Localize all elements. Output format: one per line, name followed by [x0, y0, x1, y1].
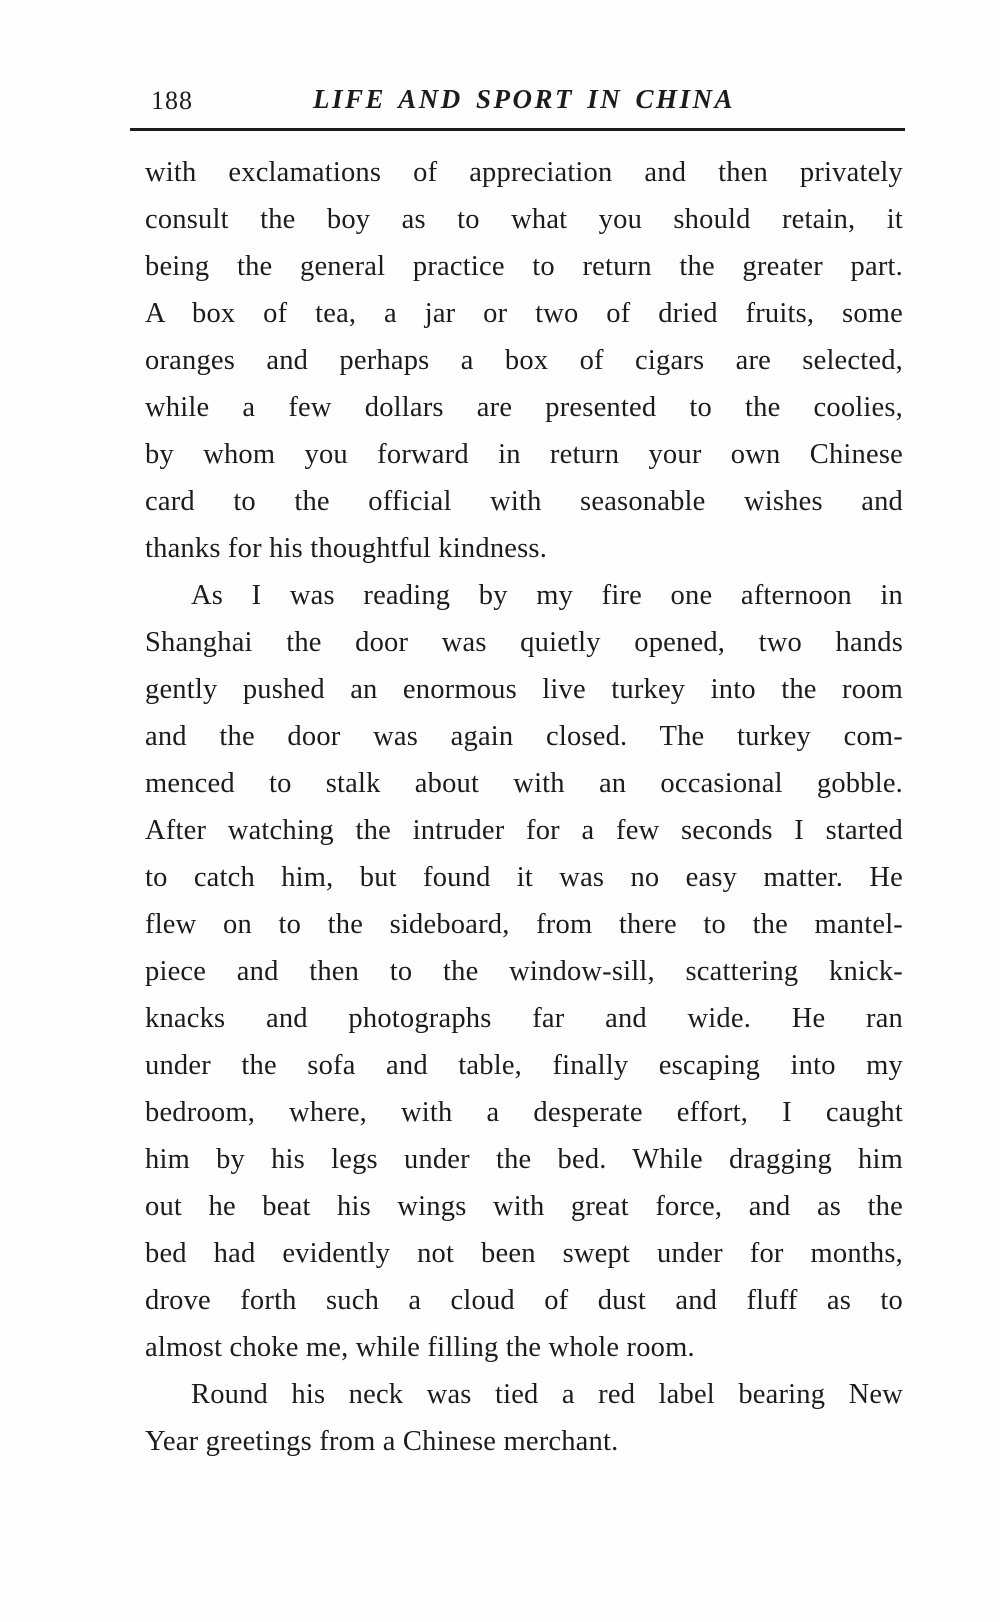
text-line: gently pushed an enormous live turkey into the room [145, 674, 903, 705]
page-body [145, 149, 903, 1465]
page-number: 188 [151, 86, 193, 115]
text-line: almost choke me, while filling the whole room. [145, 1332, 695, 1363]
paragraph [145, 149, 903, 572]
text-line: to catch him, but found it was no easy matter. He [145, 862, 903, 893]
text-line: him by his legs under the bed. While dragging him [145, 1144, 903, 1175]
page-header [145, 84, 903, 124]
text-line: out he beat his wings with great force, and as the [145, 1191, 903, 1222]
text-line: consult the boy as to what you should retain, it [145, 204, 903, 235]
text-line: Shanghai the door was quietly opened, two hands [145, 627, 903, 658]
text-line: After watching the intruder for a few seconds I started [145, 815, 903, 846]
text-line: while a few dollars are presented to the coolies, [145, 392, 903, 423]
text-line: bed had evidently not been swept under for months, [145, 1238, 903, 1269]
paragraph [145, 572, 903, 1371]
text-line: thanks for his thoughtful kindness. [145, 533, 548, 564]
text-line: As I was reading by my fire one afternoon in [191, 580, 903, 611]
text-line: under the sofa and table, finally escaping into my [145, 1050, 903, 1081]
text-line: by whom you forward in return your own Chinese [145, 439, 903, 470]
text-line: card to the official with seasonable wishes and [145, 486, 903, 517]
text-line: A box of tea, a jar or two of dried fruits, some [145, 298, 903, 329]
text-line: Year greetings from a Chinese merchant. [145, 1426, 619, 1457]
text-line: oranges and perhaps a box of cigars are selected, [145, 345, 903, 376]
paragraph [145, 1371, 903, 1465]
running-header-title: LIFE AND SPORT IN CHINA [312, 84, 736, 114]
text-line: flew on to the sideboard, from there to the mantel- [145, 909, 903, 940]
text-line: drove forth such a cloud of dust and fluff as to [145, 1285, 903, 1316]
text-line: Round his neck was tied a red label bearing New [191, 1379, 903, 1410]
text-column [145, 0, 903, 1465]
text-line: and the door was again closed. The turkey com- [145, 721, 903, 752]
text-line: being the general practice to return the greater part. [145, 251, 903, 282]
text-line: bedroom, where, with a desperate effort, I caught [145, 1097, 903, 1128]
text-line: menced to stalk about with an occasional gobble. [145, 768, 903, 799]
text-line: knacks and photographs far and wide. He ran [145, 1003, 903, 1034]
header-rule [130, 128, 905, 131]
text-line: piece and then to the window-sill, scattering knick- [145, 956, 903, 987]
text-line: with exclamations of appreciation and then privately [145, 157, 903, 188]
